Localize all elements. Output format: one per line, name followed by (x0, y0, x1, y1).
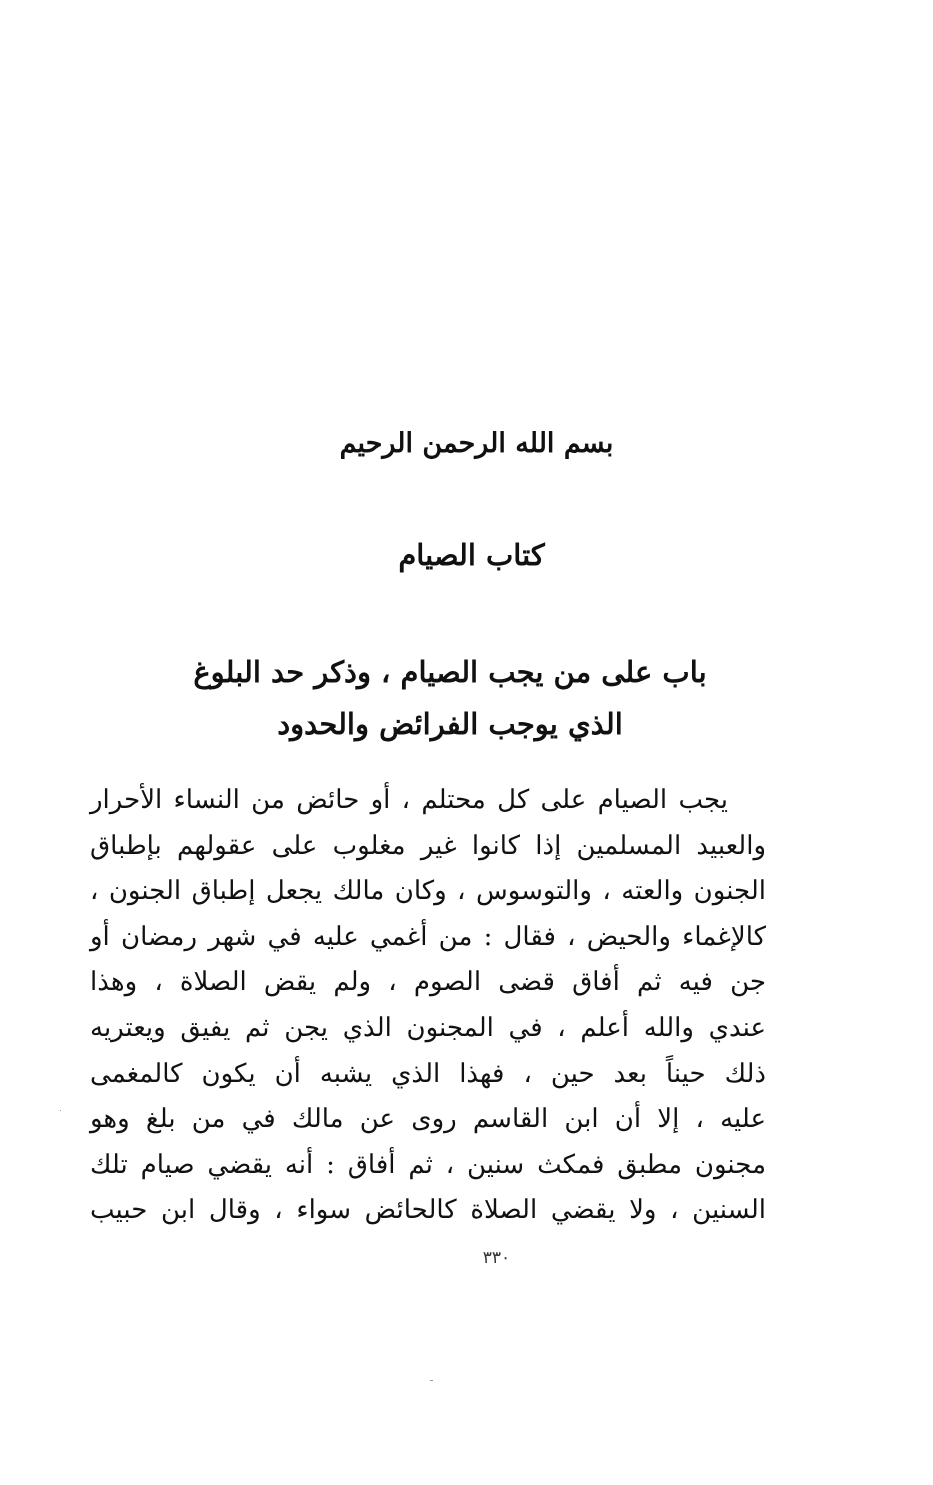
basmala-heading: بسم الله الرحمن الرحيم (339, 428, 614, 459)
book-title: كتاب الصيام (398, 538, 545, 572)
scan-speck (60, 1110, 61, 1111)
body-line: مجنون مطبق فمكث سنين ، ثم أفاق : أنه يقضي صيام تلك (90, 1149, 766, 1180)
chapter-title-line: باب على من يجب الصيام ، وذكر حد البلوغ (193, 655, 707, 689)
page-number: ٣٣٠ (482, 1248, 511, 1268)
body-line: عليه ، إلا أن ابن القاسم روى عن مالك في من بلغ وهو (90, 1104, 766, 1135)
body-line: جن فيه ثم أفاق قضى الصوم ، ولم يقض الصلاة ، وهذا (90, 967, 766, 998)
body-paragraph (90, 778, 766, 1234)
body-line: كالإغماء والحيض ، فقال : من أغمي عليه في شهر رمضان أو (90, 921, 766, 952)
body-line: يجب الصيام على كل محتلم ، أو حائض من النساء الأحرار (90, 785, 728, 815)
chapter-title (150, 646, 750, 750)
body-line: ذلك حيناً بعد حين ، فهذا الذي يشبه أن يكون كالمغمى (90, 1058, 766, 1089)
scan-speck (430, 1380, 433, 1381)
body-line: الجنون والعته ، والتوسوس ، وكان مالك يجعل إطباق الجنون ، (90, 876, 766, 907)
body-line: السنين ، ولا يقضي الصلاة كالحائض سواء ، وقال ابن حبيب (90, 1195, 766, 1226)
chapter-title-line: الذي يوجب الفرائض والحدود (277, 707, 623, 741)
body-line: عندي والله أعلم ، في المجنون الذي يجن ثم يفيق ويعتريه (90, 1012, 766, 1043)
body-line: والعبيد المسلمين إذا كانوا غير مغلوب على عقولهم بإطباق (90, 830, 766, 861)
